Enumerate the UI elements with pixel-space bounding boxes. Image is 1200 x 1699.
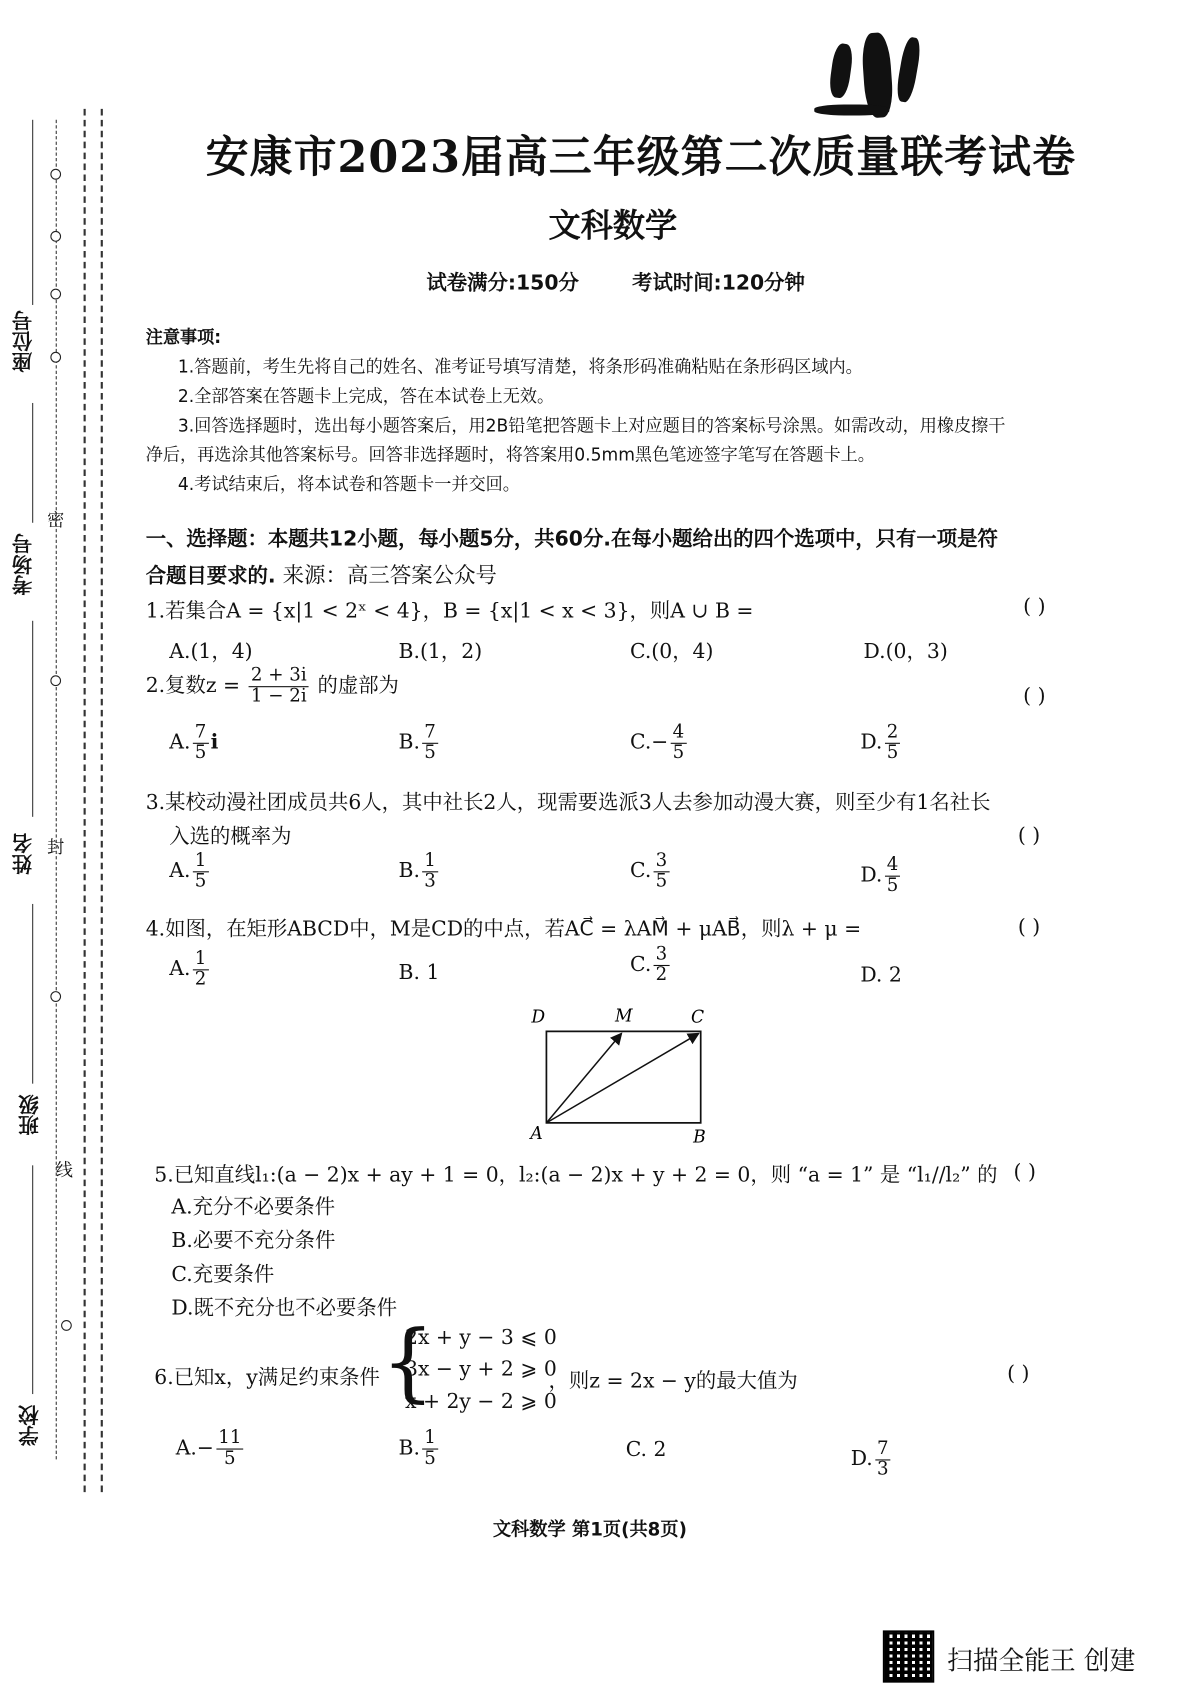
q4-option-b[interactable]: B. 1 bbox=[398, 960, 440, 985]
vector-ac bbox=[546, 1034, 698, 1123]
imaginary-unit: i bbox=[210, 730, 219, 755]
numerator: 1 bbox=[193, 852, 209, 873]
numerator: 7 bbox=[875, 1440, 891, 1461]
binding-line-thin bbox=[56, 120, 57, 1460]
source-note: 来源：高三答案公众号 bbox=[282, 561, 497, 589]
denominator: 5 bbox=[424, 1447, 436, 1470]
binding-circle bbox=[50, 231, 61, 242]
option-fraction bbox=[653, 945, 669, 985]
q5-option-b[interactable]: B.必要不充分条件 bbox=[171, 1228, 336, 1253]
option-prefix: C. bbox=[629, 952, 652, 977]
option-prefix: D. bbox=[860, 862, 883, 887]
q2-option-c[interactable] bbox=[629, 720, 689, 764]
option-prefix: B. bbox=[398, 730, 421, 755]
q3-option-a[interactable] bbox=[169, 849, 210, 892]
numerator: 1 bbox=[422, 1429, 438, 1450]
handwritten-mark bbox=[814, 105, 889, 116]
scanner-watermark: 扫描全能王 创建 bbox=[947, 1645, 1136, 1677]
numerator: 1 bbox=[422, 852, 438, 873]
q6-option-d[interactable] bbox=[850, 1437, 893, 1480]
binding-circle bbox=[61, 1320, 72, 1331]
option-fraction bbox=[422, 720, 438, 764]
vertex-d: D bbox=[531, 1007, 546, 1028]
handwritten-mark bbox=[895, 36, 923, 103]
question-4: 4.如图，在矩形ABCD中，M是CD的中点，若AC⃗ = λAM⃗ + μAB⃗，则λ + μ = bbox=[145, 917, 862, 941]
q1-option-c[interactable]: C.(0，4) bbox=[629, 639, 714, 664]
q6-option-c[interactable]: C. 2 bbox=[625, 1437, 667, 1462]
page-footer: 文科数学 第1页(共8页) bbox=[492, 1519, 687, 1542]
numerator: 3 bbox=[653, 852, 669, 873]
binding-circle bbox=[50, 991, 61, 1002]
answer-paren[interactable]: ( ) bbox=[1007, 1361, 1030, 1386]
numerator: 2 bbox=[885, 723, 901, 744]
q6-option-b[interactable] bbox=[398, 1426, 441, 1470]
numerator: 1 bbox=[193, 950, 209, 971]
option-prefix: A. bbox=[169, 730, 191, 755]
vertex-c: C bbox=[691, 1007, 705, 1028]
option-fraction bbox=[216, 1426, 243, 1470]
q1-option-d[interactable]: D.(0，3) bbox=[863, 639, 948, 664]
option-prefix: B. bbox=[398, 858, 421, 883]
q2-fraction bbox=[249, 664, 309, 707]
question-6-suffix: ，则z = 2x − y的最大值为 bbox=[548, 1368, 798, 1393]
q6-option-a[interactable] bbox=[175, 1426, 246, 1470]
qr-code-icon bbox=[883, 1630, 934, 1682]
denominator: 2 bbox=[655, 963, 668, 986]
seat-number-label: 座位号 bbox=[11, 310, 36, 373]
constraint-brace: { bbox=[381, 1313, 435, 1412]
q4-option-c[interactable] bbox=[630, 945, 672, 985]
denominator: 5 bbox=[424, 741, 436, 764]
q2-prefix: 2.复数z = bbox=[145, 673, 241, 698]
denominator: 5 bbox=[194, 870, 207, 892]
full-score: 试卷满分:150分 bbox=[426, 271, 579, 296]
question-5: 5.已知直线l₁:(a − 2)x + ay + 1 = 0，l₂:(a − 2)x + y + 2 = 0，则 “a = 1” 是 “l₁//l₂” 的 bbox=[154, 1163, 998, 1188]
section-heading: 一、选择题：本题共12小题，每小题5分，共60分.在每小题给出的四个选项中，只有一项是符 bbox=[145, 527, 998, 552]
option-fraction bbox=[875, 1437, 891, 1480]
exam-room-blank[interactable] bbox=[32, 403, 33, 523]
q2-denominator: 1 − 2i bbox=[250, 684, 307, 707]
denominator: 5 bbox=[194, 741, 207, 764]
seal-xian: 线 bbox=[55, 1159, 73, 1181]
numerator: 7 bbox=[193, 723, 209, 744]
subject-title: 文科数学 bbox=[548, 206, 678, 246]
option-prefix: C.− bbox=[629, 730, 669, 755]
notice-item: 4.考试结束后，将本试卷和答题卡一并交回。 bbox=[177, 473, 520, 495]
option-fraction bbox=[671, 720, 687, 764]
q4-option-d[interactable]: D. 2 bbox=[860, 962, 902, 987]
seat-number-blank[interactable] bbox=[32, 120, 33, 305]
constraint-1: 2x + y − 3 ⩽ 0 bbox=[404, 1325, 557, 1350]
q5-option-d[interactable]: D.既不充分也不必要条件 bbox=[171, 1296, 398, 1320]
binding-circle bbox=[50, 169, 61, 180]
name-blank[interactable] bbox=[32, 621, 33, 817]
q3-option-b[interactable] bbox=[398, 849, 441, 892]
vector-am bbox=[546, 1034, 621, 1123]
option-prefix: C. bbox=[629, 858, 652, 883]
question-6-prefix: 6.已知x，y满足约束条件 bbox=[154, 1365, 380, 1390]
answer-paren[interactable]: ( ) bbox=[1013, 1159, 1036, 1184]
exam-title: 安康市2023届高三年级第二次质量联考试卷 bbox=[205, 131, 1077, 183]
binding-circle bbox=[50, 352, 61, 363]
q2-option-a[interactable] bbox=[169, 720, 219, 764]
answer-paren[interactable]: ( ) bbox=[1017, 914, 1041, 939]
denominator: 3 bbox=[877, 1458, 889, 1480]
vertex-a: A bbox=[530, 1124, 543, 1145]
option-fraction bbox=[885, 720, 901, 764]
constraint-3: x + 2y − 2 ⩾ 0 bbox=[404, 1389, 557, 1414]
numerator: 4 bbox=[671, 723, 687, 744]
question-3: 3.某校动漫社团成员共6人，其中社长2人，现需要选派3人去参加动漫大赛，则至少有1名社长 bbox=[145, 790, 991, 815]
exam-time: 考试时间:120分钟 bbox=[632, 271, 805, 296]
handwritten-mark bbox=[828, 42, 855, 99]
binding-line-inner bbox=[101, 109, 103, 1492]
q2-option-d[interactable] bbox=[860, 720, 902, 764]
denominator: 5 bbox=[886, 874, 899, 897]
question-3-cont: 入选的概率为 bbox=[169, 824, 292, 849]
option-fraction bbox=[193, 720, 209, 764]
notice-item: 1.答题前，考生先将自己的姓名、准考证号填写清楚，将条形码准确粘贴在条形码区域内。 bbox=[177, 356, 863, 377]
constraint-2: 3x − y + 2 ⩾ 0 bbox=[404, 1357, 557, 1381]
q3-option-d[interactable] bbox=[860, 853, 902, 897]
binding-line-outer bbox=[84, 109, 86, 1492]
question-1: 1.若集合A = {x|1 < 2ˣ < 4}，B = {x|1 < x < 3}，则A ∪ B = bbox=[145, 599, 754, 623]
option-prefix: D. bbox=[860, 730, 883, 755]
answer-paren[interactable]: ( ) bbox=[1023, 683, 1046, 708]
option-fraction bbox=[653, 849, 669, 892]
answer-paren[interactable]: ( ) bbox=[1017, 823, 1041, 848]
notice-item: 净后，再选涂其他答案标号。回答非选择题时，将答案用0.5mm黑色笔迹签字笔写在答题卡上。 bbox=[145, 444, 875, 466]
class-blank[interactable] bbox=[32, 904, 33, 1084]
school-blank[interactable] bbox=[32, 1165, 33, 1394]
section-heading-line2: 合题目要求的. bbox=[145, 564, 276, 589]
option-prefix: A. bbox=[169, 956, 191, 981]
answer-paren[interactable]: ( ) bbox=[1023, 594, 1046, 619]
binding-circle bbox=[50, 289, 61, 300]
denominator: 5 bbox=[655, 870, 668, 892]
rectangle-figure bbox=[525, 1002, 729, 1154]
q1-option-b[interactable]: B.(1，2) bbox=[398, 639, 483, 664]
numerator: 7 bbox=[422, 723, 438, 744]
vertex-b: B bbox=[693, 1127, 706, 1148]
q2-option-b[interactable] bbox=[398, 720, 441, 764]
q2-suffix: 的虚部为 bbox=[317, 673, 399, 698]
vertex-m: M bbox=[614, 1006, 633, 1027]
numerator: 3 bbox=[653, 945, 669, 966]
denominator: 2 bbox=[194, 968, 207, 990]
exam-room-label: 考场号 bbox=[11, 533, 36, 596]
denominator: 5 bbox=[886, 741, 899, 764]
option-prefix: D. bbox=[850, 1446, 873, 1471]
question-2 bbox=[145, 664, 399, 707]
q2-numerator: 2 + 3i bbox=[249, 667, 309, 688]
denominator: 3 bbox=[424, 870, 436, 892]
binding-circle bbox=[50, 675, 61, 686]
name-label: 姓名 bbox=[11, 833, 36, 875]
option-fraction bbox=[193, 849, 209, 892]
numerator: 11 bbox=[216, 1429, 243, 1450]
option-fraction bbox=[422, 849, 438, 892]
denominator: 5 bbox=[672, 741, 685, 764]
notice-item: 2.全部答案在答题卡上完成，答在本试卷上无效。 bbox=[177, 385, 555, 407]
notice-heading: 注意事项: bbox=[145, 326, 222, 348]
option-fraction bbox=[193, 947, 209, 990]
school-label: 学校 bbox=[18, 1404, 42, 1447]
notice-item: 3.回答选择题时，选出每小题答案后，用2B铅笔把答题卡上对应题目的答案标号涂黑。如需改动，用橡皮擦干 bbox=[177, 414, 1006, 436]
q3-option-c[interactable] bbox=[629, 849, 672, 892]
option-prefix: A.− bbox=[175, 1435, 214, 1460]
class-label: 班级 bbox=[18, 1094, 42, 1136]
numerator: 4 bbox=[885, 856, 901, 877]
option-fraction bbox=[422, 1426, 438, 1470]
q5-option-a[interactable]: A.充分不必要条件 bbox=[171, 1194, 336, 1219]
option-fraction bbox=[885, 853, 901, 897]
section-heading-cont bbox=[146, 558, 497, 590]
q5-option-c[interactable]: C.充要条件 bbox=[171, 1262, 275, 1287]
q1-option-a[interactable]: A.(1，4) bbox=[169, 639, 253, 664]
denominator: 5 bbox=[224, 1447, 236, 1470]
q4-option-a[interactable] bbox=[169, 947, 210, 990]
seal-feng: 封 bbox=[47, 836, 65, 858]
option-prefix: A. bbox=[169, 858, 191, 883]
option-prefix: B. bbox=[398, 1435, 421, 1460]
seal-mi: 密 bbox=[47, 509, 65, 531]
